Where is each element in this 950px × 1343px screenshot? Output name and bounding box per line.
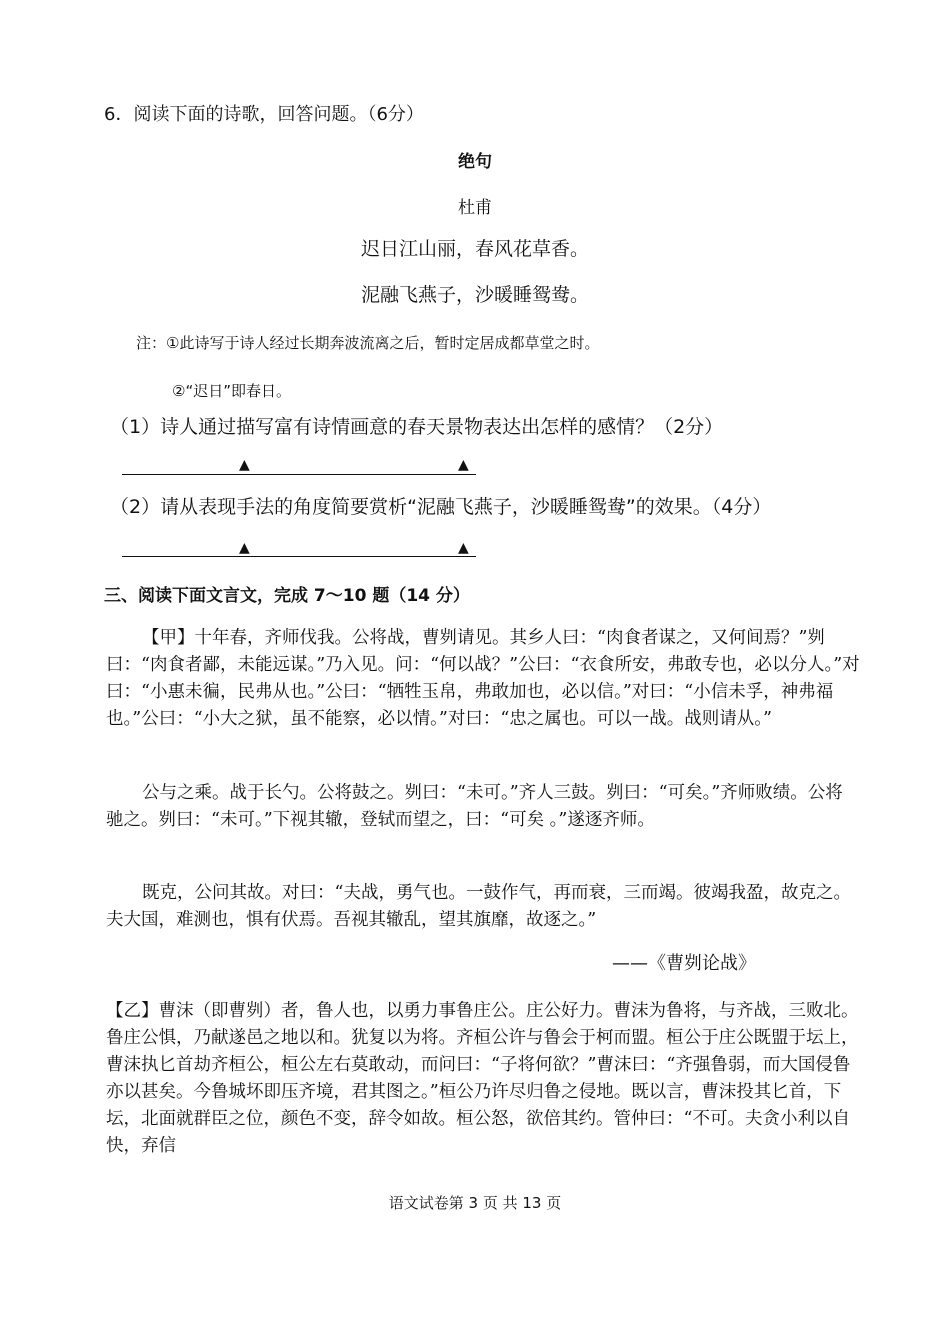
answer-marker-icon: ▲ xyxy=(239,457,250,473)
poem-line-1: 迟日江山丽，春风花草香。 xyxy=(360,238,589,260)
passage-jia-paragraph-3: 既克，公问其故。对曰：“夫战，勇气也。一鼓作气，再而衰，三而竭。彼竭我盈，故克之。夫大国，难测也，惧有伏焉。吾视其辙乱，望其旗靡，故逐之。” xyxy=(106,883,851,930)
question-6-heading: 6．阅读下面的诗歌，回答问题。（6分） xyxy=(104,104,424,125)
answer-marker-icon: ▲ xyxy=(458,540,469,556)
passage-jia-paragraph-1: 【甲】十年春，齐师伐我。公将战，曹刿请见。其乡人曰：“肉食者谋之，又何间焉？”刿曰：“肉食者鄙，未能远谋。”乃入见。问：“何以战？”公曰：“衣食所安，弗敢专也，必以分人。”对曰：“小惠未徧，民弗从也。”公曰：“牺牲玉帛，弗敢加也，必以信。”对曰：“小信未孚，神弗福也。”公曰：“小大之狱，虽不能察，必以情。”对曰：“忠之属也。可以一战。战则请从。” xyxy=(106,628,860,729)
passage-jia-source: ——《曹刿论战》 xyxy=(612,953,756,974)
poem-note-1: 注：①此诗写于诗人经过长期奔波流离之后，暂时定居成都草堂之时。 xyxy=(136,334,600,352)
answer-marker-icon: ▲ xyxy=(458,457,469,473)
passage-jia-paragraph-2: 公与之乘。战于长勺。公将鼓之。刿曰：“未可。”齐人三鼓。刿曰：“可矣。”齐师败绩。公将驰之。刿曰：“未可。”下视其辙，登轼而望之，曰：“可矣 。”遂逐齐师。 xyxy=(106,783,843,830)
section-3-heading: 三、阅读下面文言文，完成 7～10 题（14 分） xyxy=(104,586,470,606)
poem-note-2: ②“迟日”即春日。 xyxy=(172,382,291,400)
poem-line-2: 泥融飞燕子，沙暖睡鸳鸯。 xyxy=(360,284,589,306)
page-footer: 语文试卷第 3 页 共 13 页 xyxy=(388,1194,562,1212)
answer-line-1[interactable] xyxy=(122,474,476,475)
answer-line-2[interactable] xyxy=(122,556,476,557)
poem-title: 绝句 xyxy=(458,152,492,172)
poem-author: 杜甫 xyxy=(458,198,492,218)
sub-question-2: （2）请从表现手法的角度简要赏析“泥融飞燕子，沙暖睡鸳鸯”的效果。（4分） xyxy=(110,496,772,518)
sub-question-1: （1）诗人通过描写富有诗情画意的春天景物表达出怎样的感情？（2分） xyxy=(110,416,724,438)
answer-marker-icon: ▲ xyxy=(239,540,250,556)
passage-yi: 【乙】曹沫（即曹刿）者，鲁人也，以勇力事鲁庄公。庄公好力。曹沫为鲁将，与齐战，三败北。鲁庄公惧，乃献遂邑之地以和。犹复以为将。齐桓公许与鲁会于柯而盟。桓公于庄公既盟于坛上，曹沫执匕首劫齐桓公，桓公左右莫敢动，而问曰：“子将何欲？”曹沫曰：“齐强鲁弱，而大国侵鲁亦以甚矣。今鲁城坏即压齐境，君其图之。”桓公乃许尽归鲁之侵地。既以言，曹沫投其匕首，下坛，北面就群臣之位，颜色不变，辞令如故。桓公怒，欲倍其约。管仲曰：“不可。夫贪小利以自快，弃信 xyxy=(106,1001,859,1156)
